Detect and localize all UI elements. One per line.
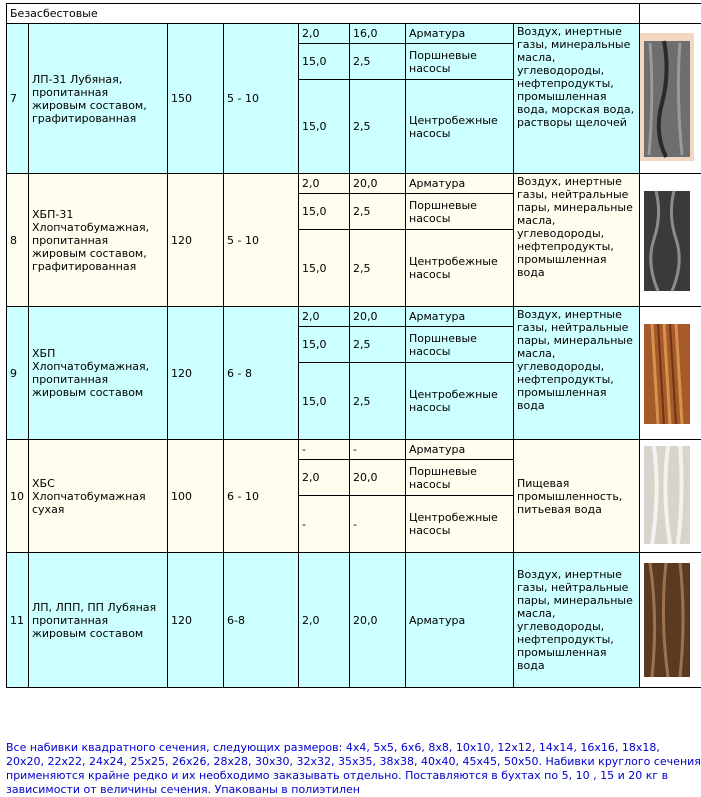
- packing-image: [640, 307, 701, 440]
- max-temperature: 150: [168, 24, 224, 174]
- pressure-value: 2,0: [299, 307, 350, 327]
- speed-value: 2,5: [350, 194, 406, 230]
- pressure-value: 15,0: [299, 363, 350, 440]
- table-row: [7, 553, 701, 688]
- application: Центробежные насосы: [406, 363, 514, 440]
- speed-value: 2,5: [350, 44, 406, 80]
- packing-table: [6, 3, 701, 688]
- packing-name: ХБС Хлопчатобумажная сухая: [29, 440, 168, 553]
- application: Поршневые насосы: [406, 460, 514, 496]
- row-number: 8: [7, 174, 29, 307]
- gray-graphite-braid-image: [640, 33, 694, 161]
- application: Арматура: [406, 174, 514, 194]
- working-media: Воздух, инертные газы, минеральные масла, углеводороды, нефтепродукты, промышленная вода, морская вода, растворы щелочей: [514, 24, 640, 174]
- working-media: Воздух, инертные газы, нейтральные пары, минеральные масла, углеводороды, нефтепродукты, промышленная вода: [514, 307, 640, 440]
- pressure-value: 15,0: [299, 194, 350, 230]
- application: Поршневые насосы: [406, 44, 514, 80]
- speed-value: 20,0: [350, 553, 406, 688]
- application: Арматура: [406, 24, 514, 44]
- footnote: Все набивки квадратного сечения, следующих размеров: 4х4, 5х5, 6х6, 8х8, 10х10, 12х12, 14х14, 16х16, 18х18, 20х20, 22х22, 24х24, 25х25, 26х26, 28х28, 30х30, 32х32, 35х35, 38х38, 40х40, 45х45, 50х50. Набивки круглого сечения применяются крайне редко и их необходимо заказывать отдельно. Поставляются в бухтах по 5, 10 , 15 и 20 кг в зависимости от величины сечения. Упакованы в полиэтилен: [6, 741, 701, 796]
- pressure-value: -: [299, 440, 350, 460]
- packing-name: ХБП-31 Хлопчатобумажная, пропитанная жировым составом, графитированная: [29, 174, 168, 307]
- row-number: 9: [7, 307, 29, 440]
- working-media: Пищевая промышленность, питьевая вода: [514, 440, 640, 553]
- packing-image: [640, 553, 701, 688]
- speed-value: 20,0: [350, 460, 406, 496]
- pressure-value: 15,0: [299, 80, 350, 174]
- speed-value: 2,5: [350, 230, 406, 307]
- section-title: Безасбестовые: [7, 4, 640, 24]
- ph-range: 5 - 10: [224, 24, 299, 174]
- brown-bast-braid-image: [640, 557, 694, 681]
- speed-value: 2,5: [350, 80, 406, 174]
- pressure-value: 2,0: [299, 553, 350, 688]
- packing-image: [640, 440, 701, 553]
- ph-range: 5 - 10: [224, 174, 299, 307]
- table-row: [7, 174, 701, 194]
- speed-value: 2,5: [350, 363, 406, 440]
- ph-range: 6 - 8: [224, 307, 299, 440]
- pressure-value: -: [299, 496, 350, 553]
- row-number: 10: [7, 440, 29, 553]
- pressure-value: 15,0: [299, 327, 350, 363]
- application: Поршневые насосы: [406, 194, 514, 230]
- working-media: Воздух, инертные газы, нейтральные пары, минеральные масла, углеводороды, нефтепродукты, промышленная вода: [514, 174, 640, 307]
- speed-value: 2,5: [350, 327, 406, 363]
- packing-name: ЛП, ЛПП, ПП Лубяная пропитанная жировым составом: [29, 553, 168, 688]
- pressure-value: 2,0: [299, 24, 350, 44]
- pressure-value: 15,0: [299, 230, 350, 307]
- max-temperature: 120: [168, 174, 224, 307]
- speed-value: 20,0: [350, 174, 406, 194]
- pressure-value: 2,0: [299, 174, 350, 194]
- section-header-row: [7, 4, 701, 24]
- table-row: [7, 307, 701, 327]
- ph-range: 6 - 10: [224, 440, 299, 553]
- ph-range: 6-8: [224, 553, 299, 688]
- application: Арматура: [406, 553, 514, 688]
- table-row: [7, 440, 701, 460]
- application: Центробежные насосы: [406, 496, 514, 553]
- application: Центробежные насосы: [406, 80, 514, 174]
- table-row: [7, 24, 701, 44]
- working-media: Воздух, инертные газы, нейтральные пары, минеральные масла, углеводороды, нефтепродукты, промышленная вода: [514, 553, 640, 688]
- pressure-value: 15,0: [299, 44, 350, 80]
- packing-name: ХБП Хлопчатобумажная, пропитанная жировым составом: [29, 307, 168, 440]
- max-temperature: 120: [168, 553, 224, 688]
- speed-value: 20,0: [350, 307, 406, 327]
- white-cotton-braid-image: [640, 442, 694, 548]
- pressure-value: 2,0: [299, 460, 350, 496]
- packing-image: [640, 174, 701, 307]
- application: Поршневые насосы: [406, 327, 514, 363]
- row-number: 11: [7, 553, 29, 688]
- brown-cotton-braid-image: [640, 318, 694, 426]
- max-temperature: 120: [168, 307, 224, 440]
- speed-value: 16,0: [350, 24, 406, 44]
- application: Арматура: [406, 440, 514, 460]
- row-number: 7: [7, 24, 29, 174]
- speed-value: -: [350, 496, 406, 553]
- application: Центробежные насосы: [406, 230, 514, 307]
- speed-value: -: [350, 440, 406, 460]
- dark-graphite-braid-image: [640, 185, 694, 293]
- section-header-blank: [640, 4, 701, 24]
- max-temperature: 100: [168, 440, 224, 553]
- application: Арматура: [406, 307, 514, 327]
- packing-name: ЛП-31 Лубяная, пропитанная жировым составом, графитированная: [29, 24, 168, 174]
- packing-image: [640, 24, 701, 174]
